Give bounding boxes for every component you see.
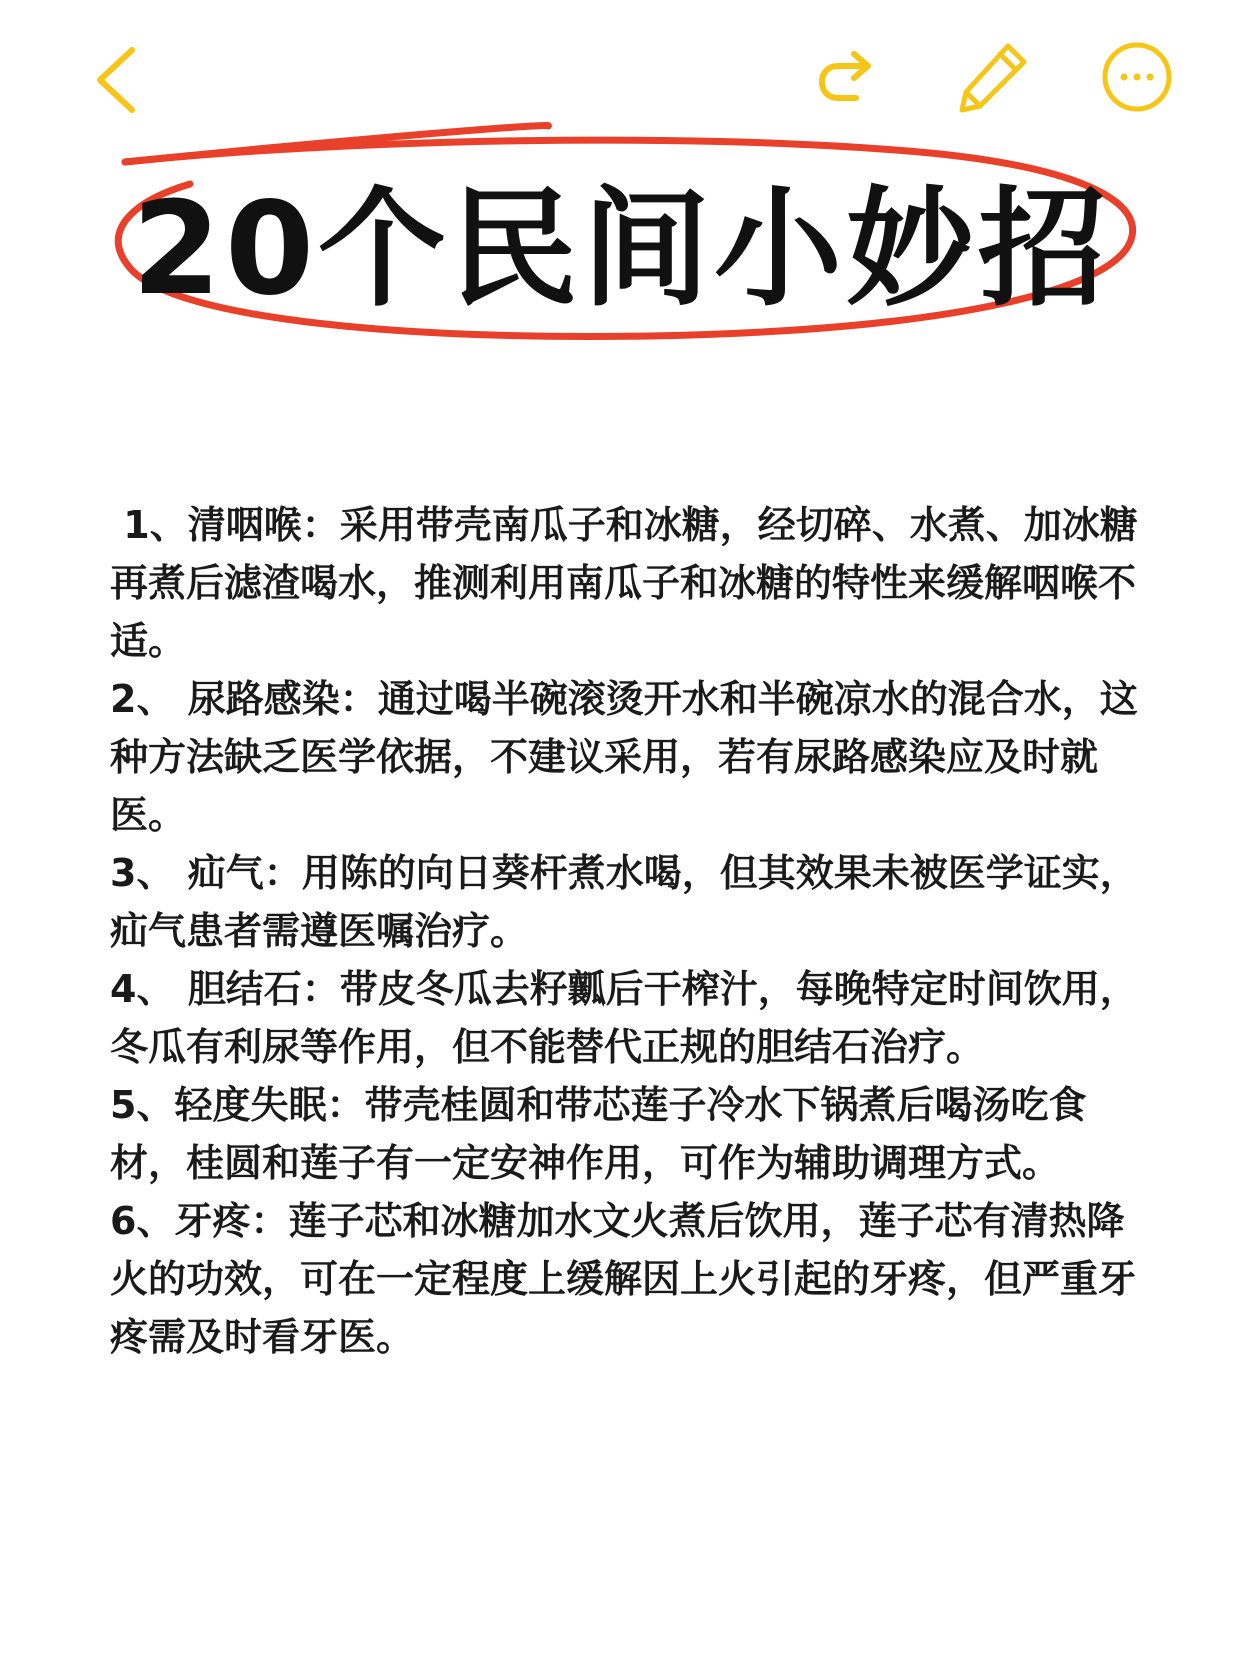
item-text: 胆结石：带皮冬瓜去籽瓤后干榨汁，每晚特定时间饮用，冬瓜有利尿等作用，但不能替代正规的胆结石治疗。	[110, 967, 1138, 1069]
list-item	[110, 960, 1140, 1076]
item-number: 5、	[110, 1083, 175, 1127]
item-text: 牙疼：莲子芯和冰糖加水文火煮后饮用，莲子芯有清热降火的功效，可在一定程度上缓解因上火引起的牙疼，但严重牙疼需及时看牙医。	[110, 1199, 1137, 1359]
pencil-icon	[956, 40, 1030, 114]
item-text: 疝气：用陈的向日葵杆煮水喝，但其效果未被医学证实，疝气患者需遵医嘱治疗。	[110, 851, 1138, 953]
item-text: 清咽喉：采用带壳南瓜子和冰糖，经切碎、水煮、加冰糖再煮后滤渣喝水，推测利用南瓜子和冰糖的特性来缓解咽喉不适。	[110, 503, 1138, 663]
list-item	[110, 844, 1140, 960]
title-banner	[0, 118, 1242, 358]
list-item	[110, 496, 1140, 670]
share-button[interactable]	[816, 46, 878, 108]
item-number: 6、	[110, 1199, 175, 1243]
item-text: 尿路感染：通过喝半碗滚烫开水和半碗凉水的混合水，这种方法缺乏医学依据，不建议采用，若有尿路感染应及时就医。	[110, 677, 1138, 837]
list-item	[110, 1076, 1140, 1192]
item-number: 2、	[110, 677, 175, 721]
item-text: 轻度失眠：带壳桂圆和带芯莲子冷水下锅煮后喝汤吃食材，桂圆和莲子有一定安神作用，可作为辅助调理方式。	[110, 1083, 1087, 1185]
item-number: 3、	[110, 851, 175, 895]
page-title: 20个民间小妙招	[131, 175, 1111, 324]
ellipsis-circle-icon	[1100, 40, 1174, 114]
back-button[interactable]	[88, 44, 144, 116]
item-number: 4、	[110, 967, 175, 1011]
redo-arrow-icon	[816, 46, 878, 108]
more-button[interactable]	[1100, 40, 1174, 114]
item-number: 1、	[123, 503, 188, 547]
list-item	[110, 670, 1140, 844]
list-item	[110, 1192, 1140, 1366]
tips-list	[110, 496, 1140, 1366]
edit-button[interactable]	[956, 40, 1030, 114]
chevron-left-icon	[88, 44, 144, 116]
